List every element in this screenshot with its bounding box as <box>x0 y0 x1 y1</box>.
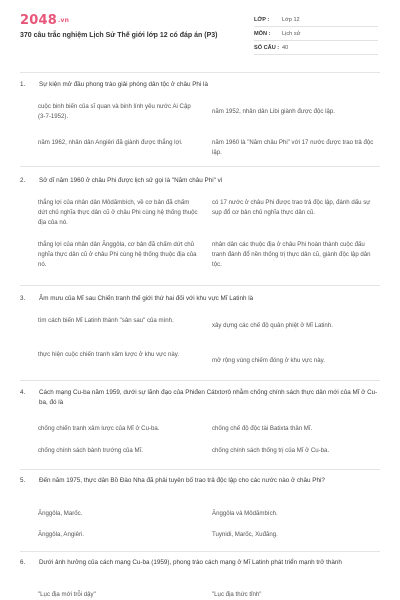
doc-meta-table <box>254 13 378 55</box>
answer-option[interactable]: chống chính sách thống trị của Mĩ ở Cu-ba. <box>212 447 330 454</box>
answer-option[interactable]: Tuynidi, Marốc, Xuđăng. <box>212 531 278 538</box>
answer-option[interactable]: "Lục địa mới trỗi dậy" <box>38 591 96 598</box>
question-5 <box>20 476 380 486</box>
answer-option[interactable]: Ănggôla, Marốc. <box>38 510 83 517</box>
answer-option[interactable]: thắng lợi của nhân dân Môdămbích, về cơ bản đã chấm dứt chủ nghĩa thực dân cũ ở châu Phi cùng hệ thống thuộc địa của nó. <box>38 199 198 226</box>
meta-row-count <box>254 41 378 55</box>
answer-option[interactable]: chống chính sách bành trướng của Mĩ. <box>38 447 143 454</box>
answer-option[interactable]: thực hiện cuộc chiến tranh xâm lược ở khu vực này. <box>38 351 180 358</box>
answer-option[interactable]: thắng lợi của nhân dân Ănggôla, cơ bản đã chấm dứt chủ nghĩa thực dân cũ ở châu Phi cùng hệ thống thuộc địa của nó. <box>38 241 197 268</box>
site-logo[interactable] <box>20 13 69 28</box>
meta-value: Lớp 12 <box>282 16 300 23</box>
answer-option[interactable]: "Lục địa thức tỉnh" <box>212 591 262 598</box>
answer-option[interactable]: mở rộng vùng chiếm đóng ở khu vực này. <box>212 357 325 364</box>
page-title: 370 câu trắc nghiệm Lịch Sử Thế giới lớp 12 có đáp án (P3) <box>20 32 218 39</box>
question-text: Đến năm 1975, thực dân Bồ Đào Nha đã phải tuyên bố trao trả độc lập cho các nước nào ở châu Phi? <box>39 477 325 484</box>
divider <box>20 285 380 286</box>
answer-option[interactable]: chống chế độ độc tài Batixta thân Mĩ. <box>212 425 313 432</box>
question-1 <box>20 80 380 90</box>
meta-row-subject <box>254 27 378 41</box>
answer-option[interactable]: nhân dân các thuộc địa ở châu Phi hoàn thành cuộc đấu tranh đánh đổ nền thống trị thực dân cũ, giành độc lập dân tộc. <box>212 241 371 268</box>
logo-text: 2048 <box>20 13 57 28</box>
answer-option[interactable]: Ănggôla, Angiêri. <box>38 531 85 538</box>
answer-option[interactable]: chống chiến tranh xâm lược của Mĩ ở Cu-ba. <box>38 425 160 432</box>
divider <box>20 380 380 381</box>
question-3 <box>20 294 380 304</box>
logo-suffix: .vn <box>57 17 70 24</box>
meta-label: MÔN : <box>254 30 271 37</box>
question-number: 5. <box>20 477 26 484</box>
meta-label: SỐ CÂU : <box>254 44 280 51</box>
answer-option[interactable]: xây dựng các chế độ quân phiệt ở Mĩ Latinh. <box>212 322 333 329</box>
question-text: Âm mưu của Mĩ sau Chiến tranh thế giới thứ hai đối với khu vực Mĩ Latinh là <box>39 295 254 302</box>
divider <box>20 166 380 167</box>
question-text: Cách mạng Cu-ba năm 1959, dưới sự lãnh đạo của Phiđen Cátxtơrô nhằm chống chính sách thực dân mới của Mĩ ở Cu-ba, đó là <box>39 389 378 406</box>
meta-value: Lịch sử <box>282 30 301 37</box>
question-number: 4. <box>20 389 26 396</box>
question-text: Sự kiện mở đầu phong trào giải phóng dân tộc ở châu Phi là <box>39 81 208 88</box>
meta-value: 40 <box>282 44 289 51</box>
question-2 <box>20 176 380 186</box>
divider <box>20 72 380 73</box>
meta-label: LỚP : <box>254 16 270 23</box>
answer-option[interactable]: cuộc binh biến của sĩ quan và binh lính yêu nước Ai Cập (3-7-1952). <box>38 103 191 120</box>
question-4 <box>20 388 380 408</box>
answer-option[interactable]: năm 1952, nhân dân Libi giành được độc lập. <box>212 108 335 115</box>
question-text: Sở dĩ năm 1960 ở châu Phi được lịch sử gọi là "Năm châu Phi" vì <box>39 177 223 184</box>
question-text: Dưới ảnh hưởng của cách mạng Cu-ba (1959), phong trào cách mạng ở Mĩ Latinh phát triển mạnh trở thành <box>39 559 342 566</box>
answer-option[interactable]: có 17 nước ở châu Phi được trao trả độc lập, đánh dấu sự sụp đổ cơ bản chủ nghĩa thực dân cũ. <box>212 199 371 216</box>
meta-row-class <box>254 13 378 27</box>
question-number: 1. <box>20 81 26 88</box>
question-number: 2. <box>20 177 26 184</box>
divider <box>20 469 380 470</box>
answer-option[interactable]: tìm cách biến Mĩ Latinh thành "sân sau" của mình. <box>38 317 174 324</box>
question-6 <box>20 558 380 568</box>
divider <box>20 551 380 552</box>
question-number: 3. <box>20 295 26 302</box>
answer-option[interactable]: năm 1960 là "Năm châu Phi" với 17 nước được trao trả độc lập. <box>212 139 374 156</box>
answer-option[interactable]: năm 1962, nhân dân Angiêri đã giành được thắng lợi. <box>38 139 183 146</box>
question-number: 6. <box>20 559 26 566</box>
answer-option[interactable]: Ănggôla và Môdămbích. <box>212 510 278 517</box>
